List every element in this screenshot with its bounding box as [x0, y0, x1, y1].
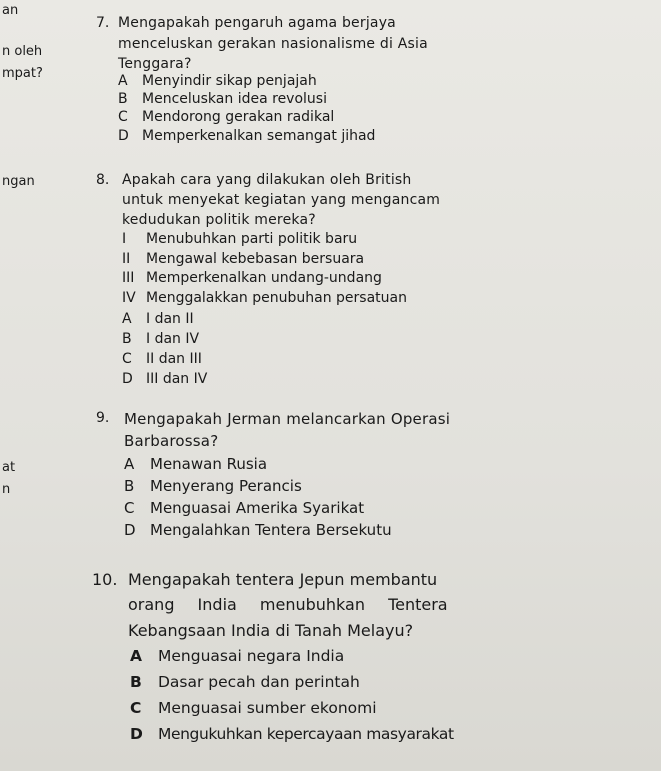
question-text-line: untuk menyekat kegiatan yang mengancam — [122, 192, 441, 208]
answer-option-a[interactable]: A I dan II — [122, 311, 194, 327]
margin-fragment: at — [2, 460, 16, 475]
answer-option-c[interactable]: C II dan III — [122, 351, 202, 367]
question-text-line: Tenggara? — [118, 56, 192, 72]
margin-fragment: n — [2, 482, 11, 497]
statement-ii: II Mengawal kebebasan bersuara — [122, 251, 365, 267]
question-text-line: Mengapakah tentera Jepun membantu — [128, 570, 438, 589]
answer-option-b[interactable]: B Menceluskan idea revolusi — [118, 91, 327, 107]
question-number: 9. — [96, 410, 110, 426]
answer-option-b[interactable]: B Menyerang Perancis — [124, 477, 302, 495]
answer-option-c[interactable]: C Menguasai Amerika Syarikat — [124, 499, 365, 517]
answer-option-c[interactable]: C Mendorong gerakan radikal — [118, 109, 335, 125]
question-text-line: Kebangsaan India di Tanah Melayu? — [128, 621, 414, 640]
question-number: 7. — [96, 15, 110, 31]
answer-option-a[interactable]: A Menyindir sikap penjajah — [118, 73, 317, 89]
margin-fragment: n oleh — [2, 44, 43, 59]
question-text-line: Apakah cara yang dilakukan oleh British — [122, 172, 412, 188]
question-text-line: kedudukan politik mereka? — [122, 212, 316, 228]
answer-option-c[interactable]: C Menguasai sumber ekonomi — [130, 699, 377, 717]
question-text-line: Barbarossa? — [124, 432, 219, 450]
question-text-line: Mengapakah pengaruh agama berjaya — [118, 15, 396, 31]
answer-option-a[interactable]: A Menguasai negara India — [130, 647, 345, 665]
answer-option-d[interactable]: D Mengukuhkan kepercayaan masyarakat — [130, 725, 454, 743]
answer-option-d[interactable]: D Mengalahkan Tentera Bersekutu — [124, 521, 392, 539]
answer-option-b[interactable]: B I dan IV — [122, 331, 200, 347]
question-text-line: menceluskan gerakan nasionalisme di Asia — [118, 36, 428, 52]
statement-iii: III Memperkenalkan undang-undang — [122, 270, 382, 286]
answer-option-d[interactable]: D III dan IV — [122, 371, 208, 387]
statement-i: I Menubuhkan parti politik baru — [122, 231, 358, 247]
question-text-line: Mengapakah Jerman melancarkan Operasi — [124, 410, 451, 428]
answer-option-b[interactable]: B Dasar pecah dan perintah — [130, 673, 360, 691]
answer-option-d[interactable]: D Memperkenalkan semangat jihad — [118, 128, 376, 144]
margin-fragment: an — [2, 3, 19, 18]
margin-fragment: mpat? — [2, 66, 43, 81]
question-number: 8. — [96, 172, 110, 188]
question-number: 10. — [92, 570, 118, 589]
answer-option-a[interactable]: A Menawan Rusia — [124, 455, 268, 473]
margin-fragment: ngan — [2, 174, 35, 189]
statement-iv: IV Menggalakkan penubuhan persatuan — [122, 290, 407, 306]
question-text-line: orang India menubuhkan Tentera — [128, 595, 448, 614]
